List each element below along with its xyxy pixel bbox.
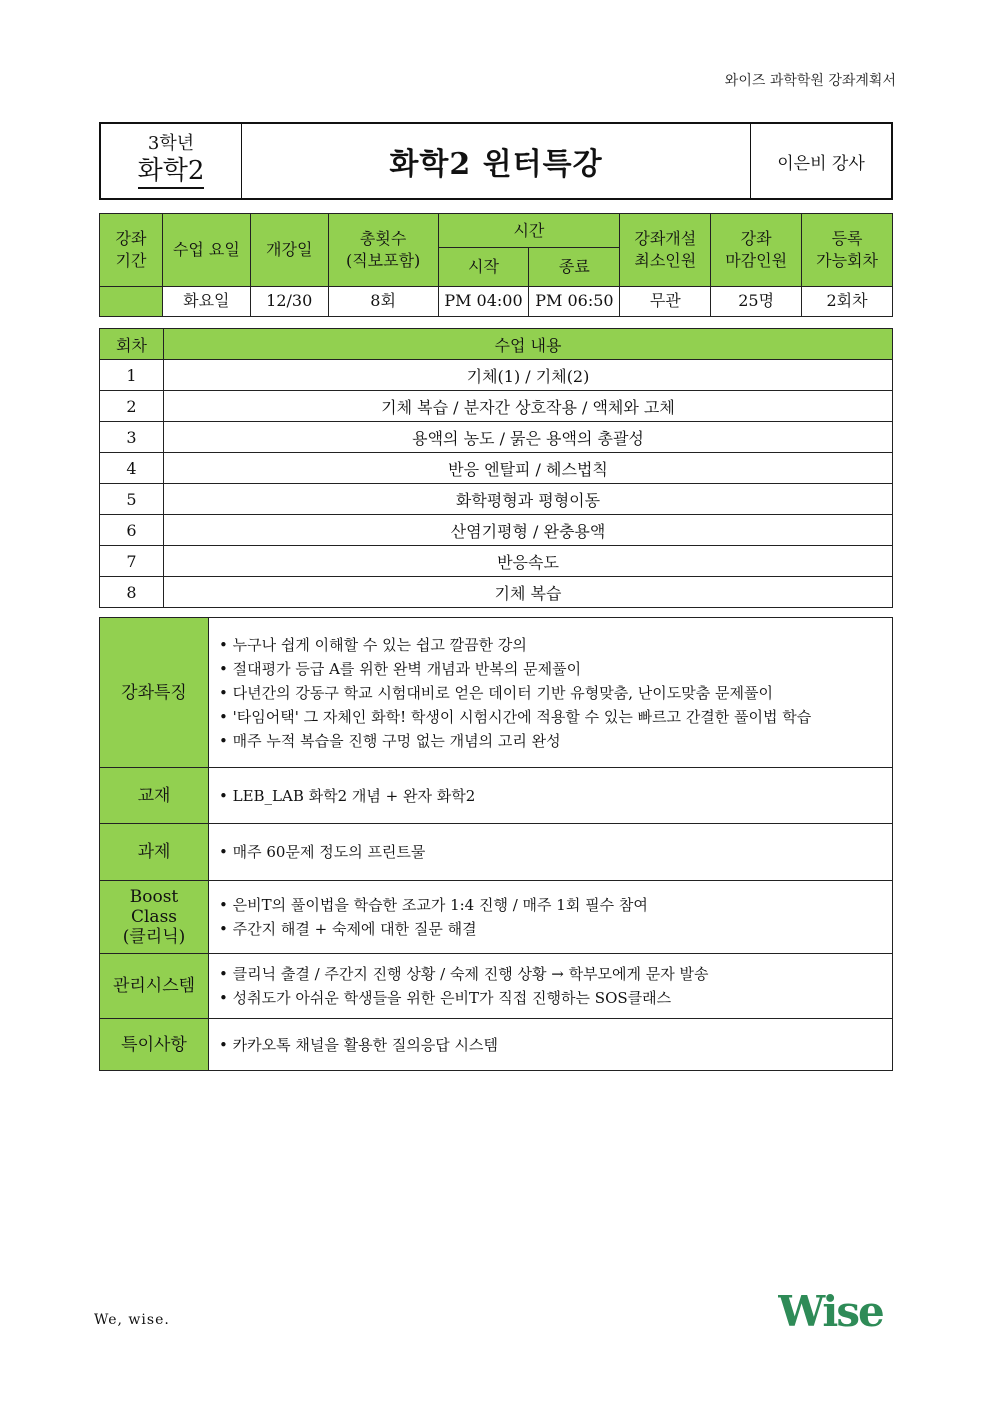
day-label: 수업 요일 <box>162 214 250 287</box>
table-row <box>100 391 893 422</box>
feature-content <box>209 881 893 954</box>
start-date-label: 개강일 <box>250 214 328 287</box>
document-label: 와이즈 과학학원 강좌계획서 <box>724 73 896 89</box>
feature-row <box>100 881 893 954</box>
feature-line: • 누구나 쉽게 이해할 수 있는 쉽고 깔끔한 강의 <box>219 633 882 657</box>
course-title-cell <box>242 123 751 199</box>
session-column-header: 회차 <box>100 329 164 360</box>
wise-logo <box>778 1290 896 1338</box>
content-column-header: 수업 내용 <box>164 329 893 360</box>
feature-row <box>100 768 893 824</box>
feature-line: • 은비T의 풀이법을 학습한 조교가 1:4 진행 / 매주 1회 필수 참여 <box>219 893 882 917</box>
day-value: 화요일 <box>162 286 250 316</box>
feature-line: • 매주 60문제 정도의 프린트물 <box>219 840 882 864</box>
grade-cell <box>100 123 242 199</box>
session-content: 기체 복습 <box>164 577 893 608</box>
session-number: 8 <box>100 577 164 608</box>
max-students-label: 강좌 마감인원 <box>711 214 802 287</box>
reg-sessions-label: 등록 가능회차 <box>802 214 893 287</box>
table-row <box>100 422 893 453</box>
features-table <box>99 617 893 1071</box>
feature-line: • LEB_LAB 화학2 개념 + 완자 화학2 <box>219 784 882 808</box>
session-content: 용액의 농도 / 묽은 용액의 총괄성 <box>164 422 893 453</box>
session-number: 7 <box>100 546 164 577</box>
session-number: 3 <box>100 422 164 453</box>
feature-label: 과제 <box>100 824 209 881</box>
feature-line: • 주간지 해결 + 숙제에 대한 질문 해결 <box>219 917 882 941</box>
feature-row <box>100 618 893 768</box>
feature-content <box>209 824 893 881</box>
subject-text: 화학2 <box>138 155 205 189</box>
table-row <box>100 577 893 608</box>
instructor-name: 이은비 강사 <box>777 153 865 174</box>
period-label: 강좌 기간 <box>100 214 163 287</box>
start-date-value: 12/30 <box>250 286 328 316</box>
feature-label: 관리시스템 <box>100 954 209 1019</box>
session-number: 1 <box>100 360 164 391</box>
course-title: 화학2 윈터특강 <box>389 147 603 182</box>
course-info-table <box>99 213 893 317</box>
feature-line: • '타임어택' 그 자체인 화학! 학생이 시험시간에 적용할 수 있는 빠르고 간결한 풀이법 학습 <box>219 705 882 729</box>
feature-label: 교재 <box>100 768 209 824</box>
instructor-cell <box>751 123 893 199</box>
feature-line: • 클리닉 출결 / 주간지 진행 상황 / 숙제 진행 상황 → 학부모에게 문자 발송 <box>219 962 882 986</box>
reg-sessions-value: 2회차 <box>802 286 893 316</box>
session-number: 4 <box>100 453 164 484</box>
end-time-value: PM 06:50 <box>529 286 620 316</box>
title-table <box>99 122 893 200</box>
table-row <box>100 360 893 391</box>
total-sessions-label: 총횟수 (직보포함) <box>328 214 438 287</box>
min-students-value: 무관 <box>620 286 711 316</box>
session-content: 기체 복습 / 분자간 상호작용 / 액체와 고체 <box>164 391 893 422</box>
feature-line: • 절대평가 등급 A를 위한 완벽 개념과 반복의 문제풀이 <box>219 657 882 681</box>
start-time-label: 시작 <box>438 248 529 286</box>
max-students-value: 25명 <box>711 286 802 316</box>
feature-row <box>100 1019 893 1071</box>
feature-label: 특이사항 <box>100 1019 209 1071</box>
table-row <box>100 484 893 515</box>
min-students-label: 강좌개설 최소인원 <box>620 214 711 287</box>
session-content: 반응 엔탈피 / 헤스법칙 <box>164 453 893 484</box>
feature-line: • 매주 누적 복습을 진행 구멍 없는 개념의 고리 완성 <box>219 729 882 753</box>
session-content: 화학평형과 평형이동 <box>164 484 893 515</box>
feature-content <box>209 954 893 1019</box>
feature-label: Boost Class (클리닉) <box>100 881 209 954</box>
wise-logo-icon <box>778 1290 896 1334</box>
table-row <box>100 515 893 546</box>
end-time-label: 종료 <box>529 248 620 286</box>
session-content: 기체(1) / 기체(2) <box>164 360 893 391</box>
schedule-table <box>99 328 893 608</box>
session-number: 2 <box>100 391 164 422</box>
feature-line: • 성취도가 아쉬운 학생들을 위한 은비T가 직접 진행하는 SOS클래스 <box>219 986 882 1010</box>
feature-content <box>209 1019 893 1071</box>
feature-row <box>100 954 893 1019</box>
period-label-spacer <box>100 286 163 316</box>
table-row <box>100 546 893 577</box>
session-number: 5 <box>100 484 164 515</box>
session-content: 반응속도 <box>164 546 893 577</box>
grade-text: 3학년 <box>147 133 195 154</box>
total-sessions-value: 8회 <box>328 286 438 316</box>
feature-label: 강좌특징 <box>100 618 209 768</box>
session-number: 6 <box>100 515 164 546</box>
feature-content <box>209 618 893 768</box>
table-row <box>100 453 893 484</box>
feature-content <box>209 768 893 824</box>
footer-slogan: We, wise. <box>94 1312 170 1328</box>
session-content: 산염기평형 / 완충용액 <box>164 515 893 546</box>
feature-line: • 카카오톡 채널을 활용한 질의응답 시스템 <box>219 1033 882 1057</box>
svg-text:Wise: Wise <box>778 1290 883 1334</box>
start-time-value: PM 04:00 <box>438 286 529 316</box>
feature-line: • 다년간의 강동구 학교 시험대비로 얻은 데이터 기반 유형맞춤, 난이도맞춤 문제풀이 <box>219 681 882 705</box>
feature-row <box>100 824 893 881</box>
time-label: 시간 <box>438 214 620 248</box>
